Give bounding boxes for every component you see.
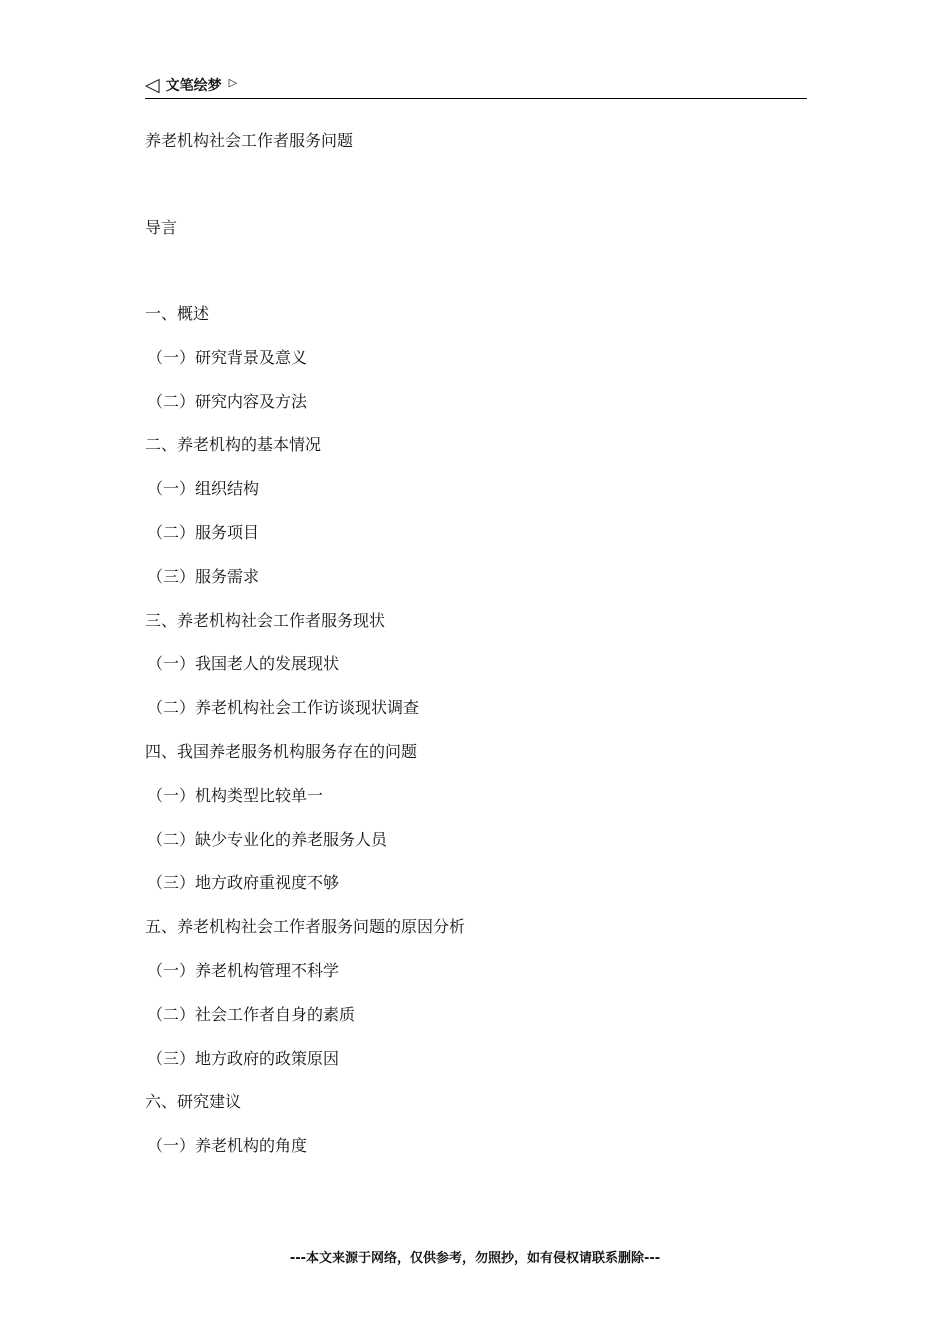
toc-item: （二）研究内容及方法 (147, 391, 308, 411)
toc-item: （一）养老机构管理不科学 (147, 960, 340, 980)
toc-item: 三、养老机构社会工作者服务现状 (145, 610, 386, 630)
toc-item: （二）缺少专业化的养老服务人员 (147, 829, 388, 849)
toc-item: 五、养老机构社会工作者服务问题的原因分析 (145, 917, 466, 937)
document-title: 养老机构社会工作者服务问题 (145, 131, 354, 150)
toc-item: （二）服务项目 (147, 522, 260, 542)
toc-item: （一）研究背景及意义 (147, 347, 308, 367)
toc-item: （一）机构类型比较单一 (147, 785, 324, 805)
toc-item: （二）社会工作者自身的素质 (147, 1004, 356, 1024)
toc-item: （三）地方政府重视度不够 (147, 873, 340, 893)
toc-item: 一、概述 (145, 304, 210, 323)
toc-item: 四、我国养老服务机构服务存在的问题 (145, 741, 418, 761)
toc-item: 六、研究建议 (145, 1092, 242, 1112)
toc-item: （一）养老机构的角度 (147, 1136, 308, 1156)
toc-item: （三）服务需求 (147, 566, 260, 586)
right-triangle-icon: ▷ (228, 75, 238, 89)
toc-item: 二、养老机构的基本情况 (145, 435, 322, 455)
section-intro: 导言 (145, 218, 178, 237)
toc-item: （一）我国老人的发展现状 (147, 654, 340, 674)
left-triangle-icon: ◁ (145, 73, 160, 96)
toc-item: （一）组织结构 (147, 479, 260, 499)
table-of-contents (145, 303, 465, 1179)
footer-disclaimer: ---本文来源于网络，仅供参考，勿照抄，如有侵权请联系删除--- (289, 1251, 661, 1266)
brand-name: 文笔绘梦 (165, 78, 222, 94)
page-header (145, 72, 807, 99)
toc-item: （三）地方政府的政策原因 (147, 1048, 340, 1068)
toc-item: （二）养老机构社会工作访谈现状调查 (147, 698, 420, 718)
